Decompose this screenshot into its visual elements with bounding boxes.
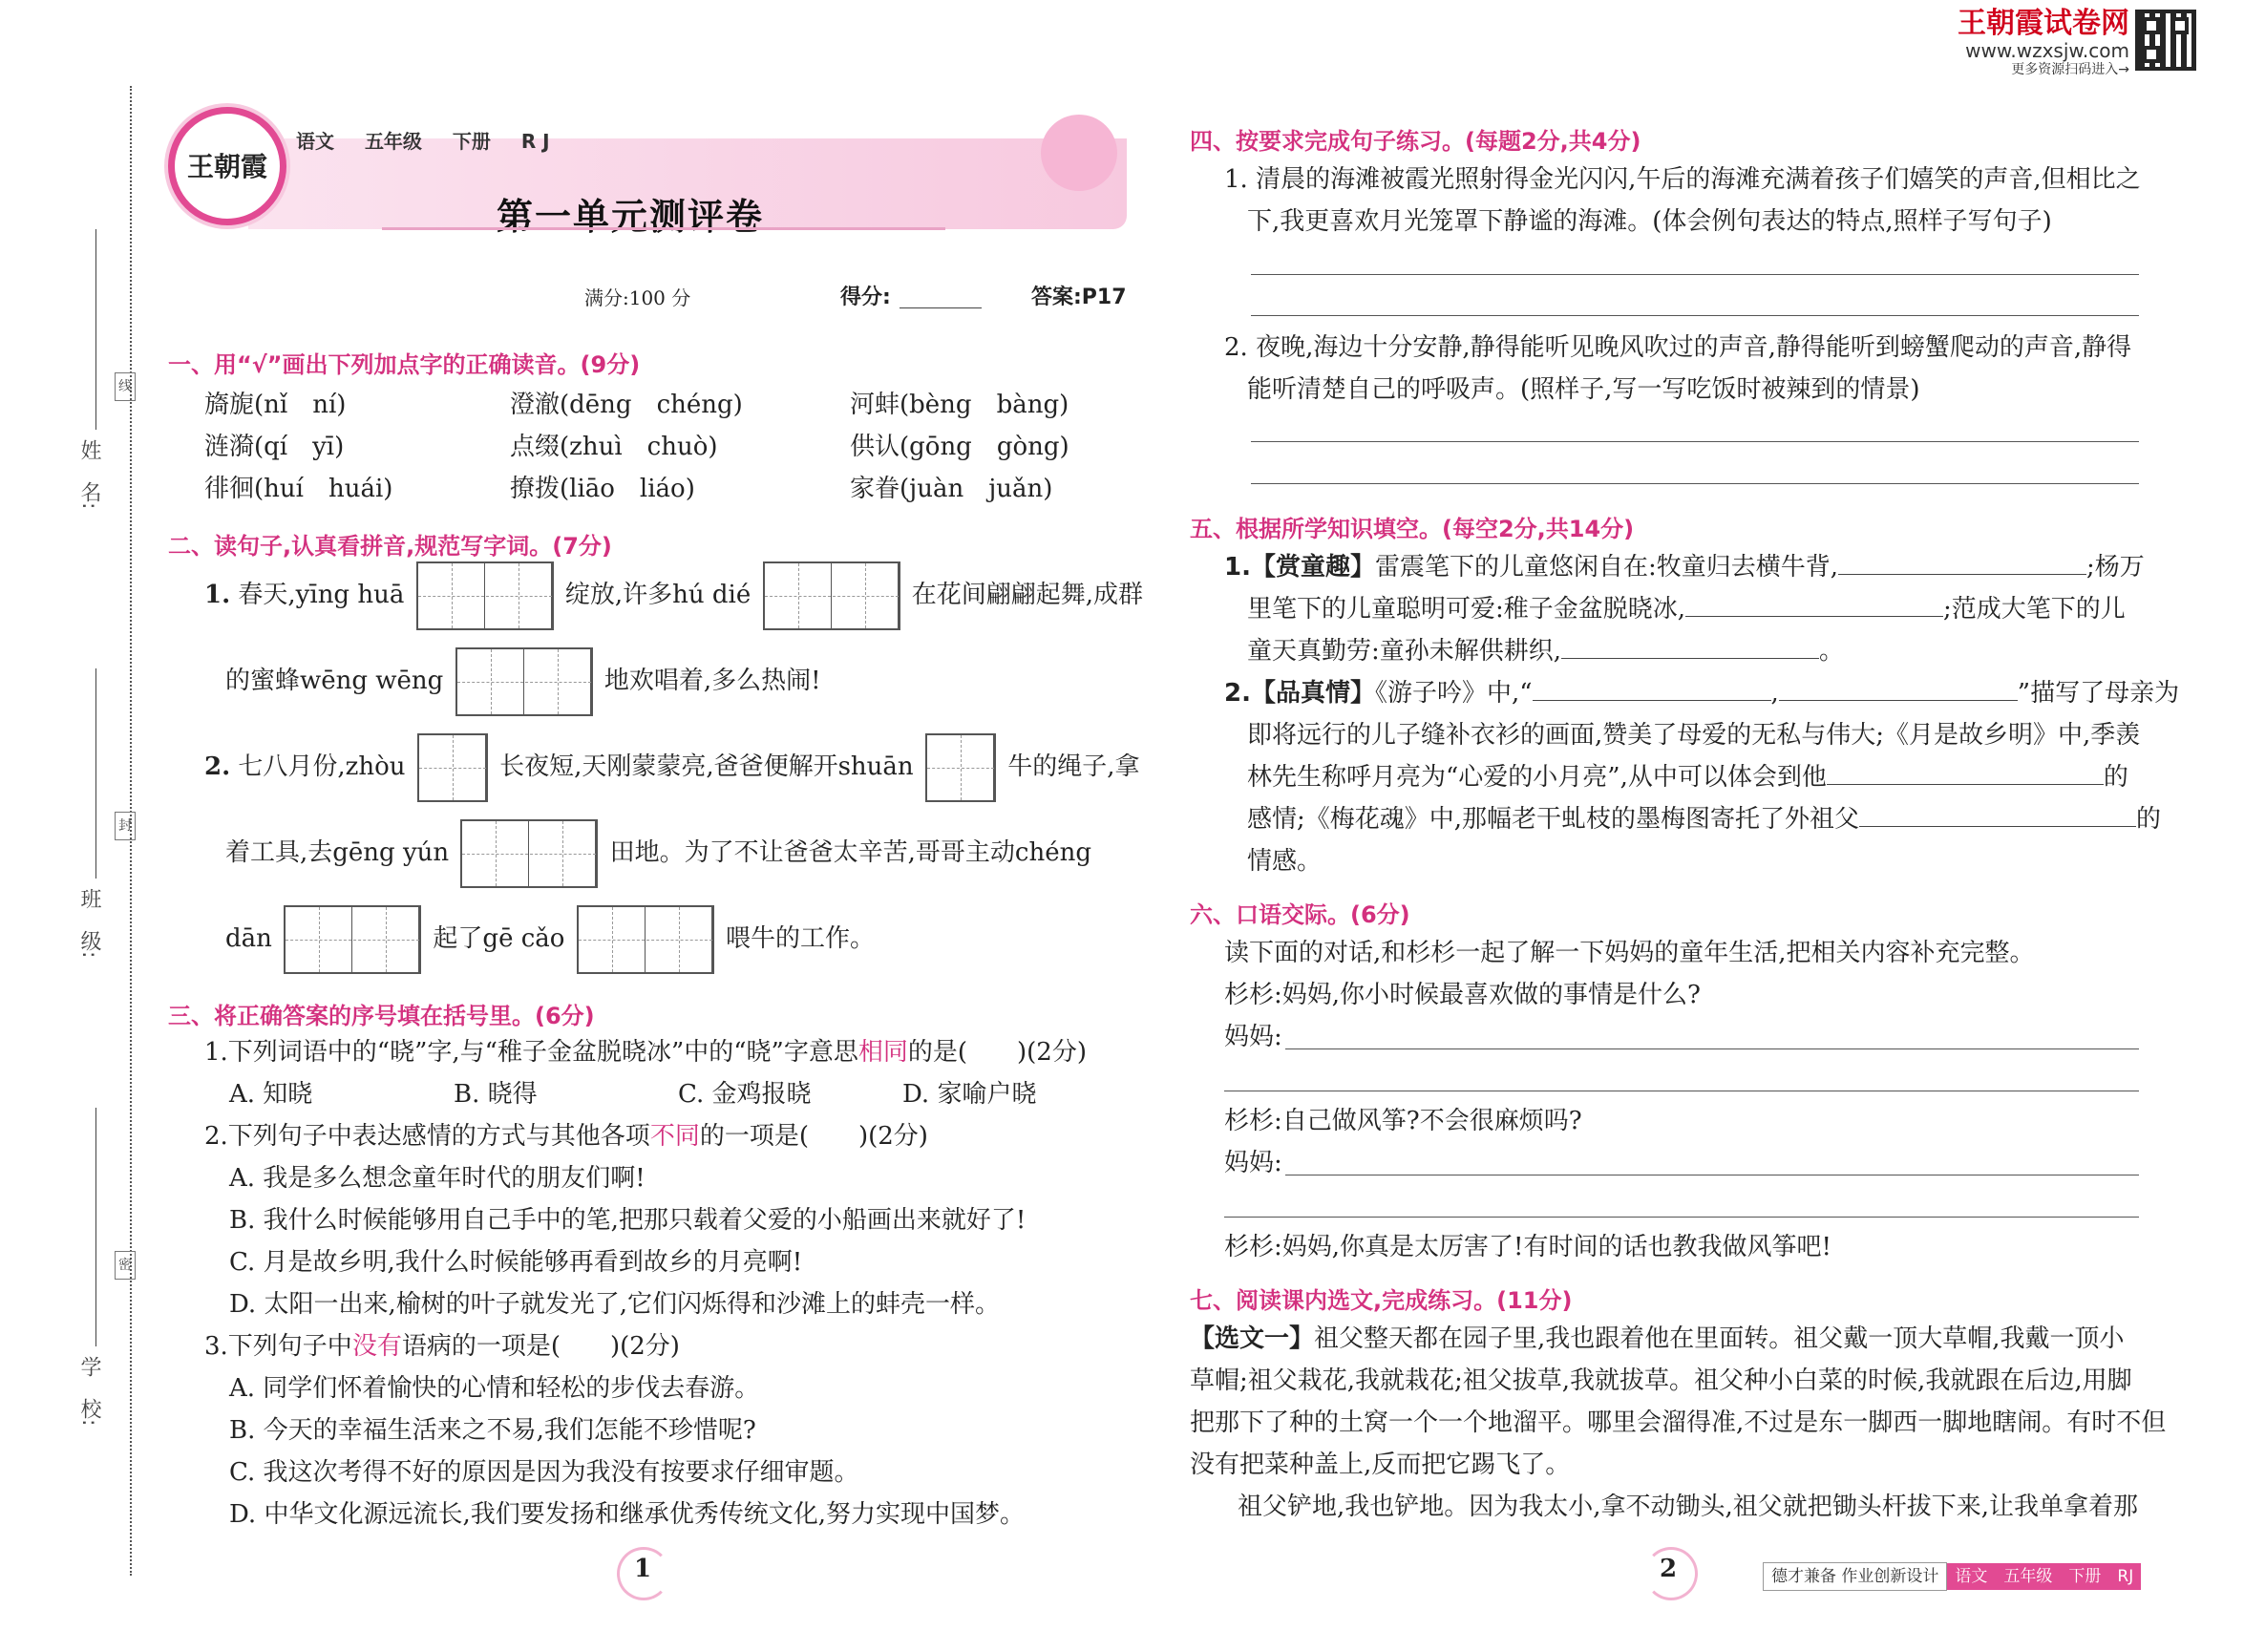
footer-series-name: 德才兼备 作业创新设计: [1763, 1562, 1947, 1591]
writing-grid-shuan[interactable]: [925, 733, 996, 802]
s5-q1-text-3: 童天真勤劳:童孙未解供耕织,: [1247, 637, 1562, 666]
s7-passage-line-4: 没有把菜种盖上,反而把它踢飞了。: [1190, 1451, 1571, 1479]
s3-q2-option[interactable]: B. 我什么时候能够用自己手中的笔,把那只载着父爱的小船画出来就好了!: [229, 1206, 1027, 1235]
page-number-1: 1: [634, 1555, 652, 1583]
s5-q2-line-2: 即将远行的儿子缝补衣衫的画面,赞美了母爱的无私与伟大;《月是故乡明》中,季羡: [1247, 721, 2141, 750]
s5-blank-4[interactable]: [1533, 674, 1771, 701]
watermark-note: 更多资源扫码进入→: [2011, 62, 2129, 77]
s3-q3-option[interactable]: B. 今天的幸福生活来之不易,我们怎能不珍惜呢?: [229, 1416, 756, 1445]
s6-mom-label-1: 妈妈:: [1224, 1023, 1282, 1051]
footer-series-tag: 语文 五年级 下册 RJ: [1947, 1563, 2141, 1590]
full-score: 满分:100 分: [584, 286, 691, 309]
s5-q2-text-1: 《游子吟》中,“: [1374, 679, 1533, 708]
page-title: 第一单元测评卷: [497, 196, 765, 238]
class-label: 班 级:: [77, 888, 101, 959]
writing-grid-yinghua[interactable]: [416, 561, 554, 630]
s3-q2-options: [229, 1157, 1026, 1325]
s5-q1-text-1-end: ;杨万: [2086, 553, 2145, 582]
s2-q2-text-f: dān: [225, 924, 272, 953]
s3-q3-option[interactable]: D. 中华文化源远流长,我们要发扬和继承优秀传统文化,努力实现中国梦。: [229, 1500, 1025, 1529]
s5-blank-7[interactable]: [1859, 800, 2136, 827]
watermark: [1919, 8, 2129, 78]
logo-text: 王朝霞: [186, 151, 267, 182]
s1-item[interactable]: 点缀(zhuì chuò): [510, 433, 718, 461]
s2-q1-line-1: [204, 561, 1143, 630]
s2-q2-text-h: 喂牛的工作。: [725, 924, 875, 953]
s4-q2-line-1: 2. 夜晚,海边十分安静,静得能听见晚风吹过的声音,静得能听到螃蟹爬动的声音,静得: [1224, 333, 2132, 362]
s5-blank-5[interactable]: [1779, 674, 2018, 701]
s5-q1-tag: 1.【赏童趣】: [1224, 553, 1375, 582]
s6-dialog-2: 杉杉:自己做风筝?不会很麻烦吗?: [1224, 1107, 1582, 1135]
s5-q2-text-3: 林先生称呼月亮为“心爱的小月亮”,从中可以体会到他: [1247, 763, 1827, 792]
s5-q2-text-1-end: ”描写了母亲为: [2017, 679, 2180, 708]
s5-q1-text-3-end: 。: [1819, 637, 1845, 666]
section-3-title: 三、将正确答案的序号填在括号里。(6分): [168, 1003, 595, 1029]
s4-q1-line-1: 1. 清晨的海滩被霞光照射得金光闪闪,午后的海滩充满着孩子们嬉笑的声音,但相比之: [1224, 165, 2141, 194]
section-7-title: 七、阅读课内选文,完成练习。(11分): [1190, 1287, 1573, 1314]
score-label: 得分:: [840, 286, 891, 309]
s1-item[interactable]: 旖旎(nǐ ní): [204, 391, 347, 419]
section-5-title: 五、根据所学知识填空。(每空2分,共14分): [1190, 516, 1635, 542]
s3-q3-tail: 语病的一项是( )(2分): [401, 1332, 680, 1361]
s7-passage-line-5: 祖父铲地,我也铲地。因为我太小,拿不动锄头,祖父就把锄头杆拔下来,让我单拿着那: [1238, 1493, 2139, 1521]
s5-blank-2[interactable]: [1685, 590, 1943, 617]
s6-dialog-1: 杉杉:妈妈,你小时候最喜欢做的事情是什么?: [1224, 981, 1701, 1009]
s3-q3-emphasis: 没有: [351, 1332, 402, 1361]
s5-q1-text-2-end: ;范成大笔下的儿: [1943, 595, 2126, 624]
s3-q3-option[interactable]: C. 我这次考得不好的原因是因为我没有按要求仔细审题。: [229, 1458, 859, 1487]
s3-q1: [204, 1031, 1087, 1073]
s2-q1-line-2: [225, 647, 821, 716]
s5-q2-tag: 2.【品真情】: [1224, 679, 1375, 708]
s1-item[interactable]: 撩拨(liāo liáo): [510, 475, 695, 503]
s5-q2-line-1: [1224, 672, 2179, 714]
s3-q2-text: 2.下列句子中表达感情的方式与其他各项: [204, 1122, 650, 1151]
s7-tag: 【选文一】: [1190, 1324, 1315, 1353]
watermark-url: www.wzxsjw.com: [1965, 39, 2129, 62]
s5-q2-line-5: 情感。: [1247, 847, 1323, 876]
s3-q3-options: [229, 1367, 1025, 1536]
writing-grid-gecao[interactable]: [577, 905, 714, 974]
s2-q2-line-2: [225, 819, 1091, 888]
s2-q2-number: 2.: [204, 752, 231, 781]
meta-subject: 语文: [296, 130, 334, 153]
score-field[interactable]: [900, 307, 982, 308]
section-2-title: 二、读句子,认真看拼音,规范写字词。(7分): [168, 533, 612, 560]
s2-q1-number: 1.: [204, 581, 231, 609]
school-label: 学 校:: [77, 1356, 101, 1427]
s5-q1-text-2: 里笔下的儿童聪明可爱:稚子金盆脱晓冰,: [1247, 595, 1686, 624]
s6-answer-2b[interactable]: [1224, 1217, 2139, 1218]
s5-q1-text-1: 雷震笔下的儿童悠闲自在:牧童归去横牛背,: [1374, 553, 1838, 582]
s3-q2: [204, 1115, 928, 1157]
s3-q1-option[interactable]: D. 家喻户晓: [902, 1080, 1037, 1109]
s7-passage-line-1: [1190, 1318, 2125, 1360]
s4-q1-answer-1[interactable]: [1251, 274, 2139, 275]
s2-q2-line-3: [225, 905, 875, 974]
sun-decoration-icon: [1041, 115, 1117, 191]
s3-q1-option[interactable]: C. 金鸡报晓: [678, 1080, 812, 1109]
s7-passage-line-2: 草帽;祖父栽花,我就栽花;祖父拔草,我就拔草。祖父种小白菜的时候,我就跟在后边,用脚: [1190, 1366, 2132, 1395]
s2-q2-line-1: [204, 733, 1139, 802]
s5-q2-line-4: [1247, 798, 2161, 840]
s5-q1-line-1: [1224, 546, 2145, 588]
s4-q2-line-2: 能听清楚自己的呼吸声。(照样子,写一写吃饭时被辣到的情景): [1247, 375, 1920, 404]
writing-grid-zhou[interactable]: [417, 733, 488, 802]
binding-mark-3: 密: [115, 1251, 136, 1280]
s5-q2-text-1-mid: ,: [1770, 679, 1779, 708]
footer-series: [1763, 1562, 2141, 1589]
section-1-grid: [204, 384, 1121, 510]
s2-q1-text-e: 地欢唱着,多么热闹!: [603, 667, 821, 695]
s7-passage-line-3: 把那下了种的土窝一个一个地溜平。哪里会溜得准,不过是东一脚西一脚地瞎闹。有时不但: [1190, 1408, 2167, 1437]
s3-q2-option[interactable]: A. 我是多么想念童年时代的朋友们啊!: [229, 1164, 646, 1193]
s1-row-3: [204, 468, 1121, 510]
section-1-title: 一、用“√”画出下列加点字的正确读音。(9分): [168, 351, 641, 378]
s2-q2-text-e: 田地。为了不让爸爸太辛苦,哥哥主动chéng: [609, 838, 1092, 867]
writing-grid-hudie[interactable]: [763, 561, 900, 630]
s1-item[interactable]: 澄澈(dēng chéng): [510, 391, 743, 419]
s1-row-2: [204, 426, 1121, 468]
s7-text-1: 祖父整天都在园子里,我也跟着他在里面转。祖父戴一顶大草帽,我戴一顶小: [1314, 1324, 2125, 1353]
s5-q2-text-4-end: 的: [2136, 805, 2162, 834]
title-underline: [382, 227, 945, 230]
name-field[interactable]: [95, 229, 96, 430]
s2-q1-text-d: 的蜜蜂wēng wēng: [225, 667, 444, 695]
meta-grade: 五年级: [364, 130, 422, 153]
s3-q2-tail: 的一项是( )(2分): [699, 1122, 928, 1151]
s4-q2-answer-2[interactable]: [1251, 483, 2139, 484]
watermark-brand: 王朝霞试卷网: [1958, 7, 2129, 40]
logo-badge: [168, 107, 286, 225]
s5-q2-text-3-end: 的: [2103, 763, 2128, 792]
s4-q1-line-2: 下,我更喜欢月光笼罩下静谧的海滩。(体会例句表达的特点,照样子写句子): [1247, 207, 2052, 236]
writing-grid-gengyun[interactable]: [460, 819, 598, 888]
s2-q2-text-c: 牛的绳子,拿: [1007, 752, 1140, 781]
s5-blank-3[interactable]: [1561, 632, 1819, 659]
s6-intro: 读下面的对话,和杉杉一起了解一下妈妈的童年生活,把相关内容补充完整。: [1224, 939, 2035, 967]
s4-q2-answer-1[interactable]: [1251, 441, 2139, 442]
s3-q1-option[interactable]: A. 知晓: [229, 1080, 313, 1109]
s5-q1-line-2: [1247, 588, 2126, 630]
s3-q1-text: 1.下列词语中的“晓”字,与“稚子金盆脱晓冰”中的“晓”字意思: [204, 1038, 858, 1067]
answer-ref: 答案:P17: [1031, 286, 1127, 309]
s6-mom-label-2: 妈妈:: [1224, 1149, 1282, 1177]
s2-q1-text-b: 绽放,许多hú dié: [564, 581, 752, 609]
s5-blank-6[interactable]: [1827, 758, 2104, 785]
page-number-2: 2: [1660, 1555, 1678, 1583]
s1-item[interactable]: 河蚌(bèng bàng): [850, 391, 1069, 419]
s2-q2-text-d: 着工具,去gēng yún: [225, 838, 450, 867]
s5-q2-text-4: 感情;《梅花魂》中,那幅老干虬枝的墨梅图寄托了外祖父: [1247, 805, 1860, 834]
binding-mark-1: 线: [115, 372, 136, 401]
s6-dialog-3: 杉杉:妈妈,你真是太厉害了!有时间的话也教我做风筝吧!: [1224, 1233, 1831, 1261]
section-6-title: 六、口语交际。(6分): [1190, 901, 1410, 928]
s2-q1-text-c: 在花间翩翩起舞,成群: [911, 581, 1144, 609]
s1-row-1: [204, 384, 1121, 426]
name-label: 姓 名:: [77, 439, 101, 510]
s3-q2-option[interactable]: D. 太阳一出来,榆树的叶子就发光了,它们闪烁得和沙滩上的蚌壳一样。: [229, 1290, 1000, 1319]
s3-q3: [204, 1325, 680, 1367]
s3-q1-emphasis: 相同: [857, 1038, 908, 1067]
s1-item[interactable]: 徘徊(huí huái): [204, 475, 393, 503]
s3-q2-option[interactable]: C. 月是故乡明,我什么时候能够再看到故乡的月亮啊!: [229, 1248, 803, 1277]
class-field[interactable]: [95, 668, 96, 879]
school-field[interactable]: [95, 1108, 96, 1346]
section-4-title: 四、按要求完成句子练习。(每题2分,共4分): [1190, 128, 1641, 155]
s3-q1-options: [229, 1073, 1089, 1115]
s2-q1-text-a: 春天,yīng huā: [238, 581, 405, 609]
meta-volume: 下册: [452, 130, 491, 153]
s2-q2-text-b: 长夜短,天刚蒙蒙亮,爸爸便解开shuān: [499, 752, 914, 781]
s2-q2-text-a: 七八月份,zhòu: [238, 752, 406, 781]
s4-q1-answer-2[interactable]: [1251, 315, 2139, 316]
s1-item[interactable]: 供认(gōng gòng): [850, 433, 1069, 461]
s3-q3-option[interactable]: A. 同学们怀着愉快的心情和轻松的步伐去春游。: [229, 1374, 760, 1403]
writing-grid-wengweng[interactable]: [455, 647, 593, 716]
s5-q2-line-3: [1247, 756, 2128, 798]
s5-q1-line-3: [1247, 630, 1844, 672]
qr-code-icon: [2135, 10, 2196, 71]
meta-edition: R J: [520, 130, 550, 153]
s3-q1-tail: 的是( )(2分): [907, 1038, 1087, 1067]
s3-q2-emphasis: 不同: [649, 1122, 700, 1151]
s6-answer-1a[interactable]: [1285, 1048, 2139, 1049]
s1-item[interactable]: 涟漪(qí yī): [204, 433, 345, 461]
s3-q3-text: 3.下列句子中: [204, 1332, 352, 1361]
s3-q1-option[interactable]: B. 晓得: [454, 1080, 538, 1109]
header-meta: [296, 126, 550, 154]
s5-blank-1[interactable]: [1838, 548, 2086, 575]
binding-mark-2: 封: [115, 812, 136, 840]
s1-item[interactable]: 家眷(juàn juǎn): [850, 475, 1053, 503]
writing-grid-chengdan[interactable]: [284, 905, 421, 974]
s2-q2-text-g: 起了gē cǎo: [433, 924, 565, 953]
